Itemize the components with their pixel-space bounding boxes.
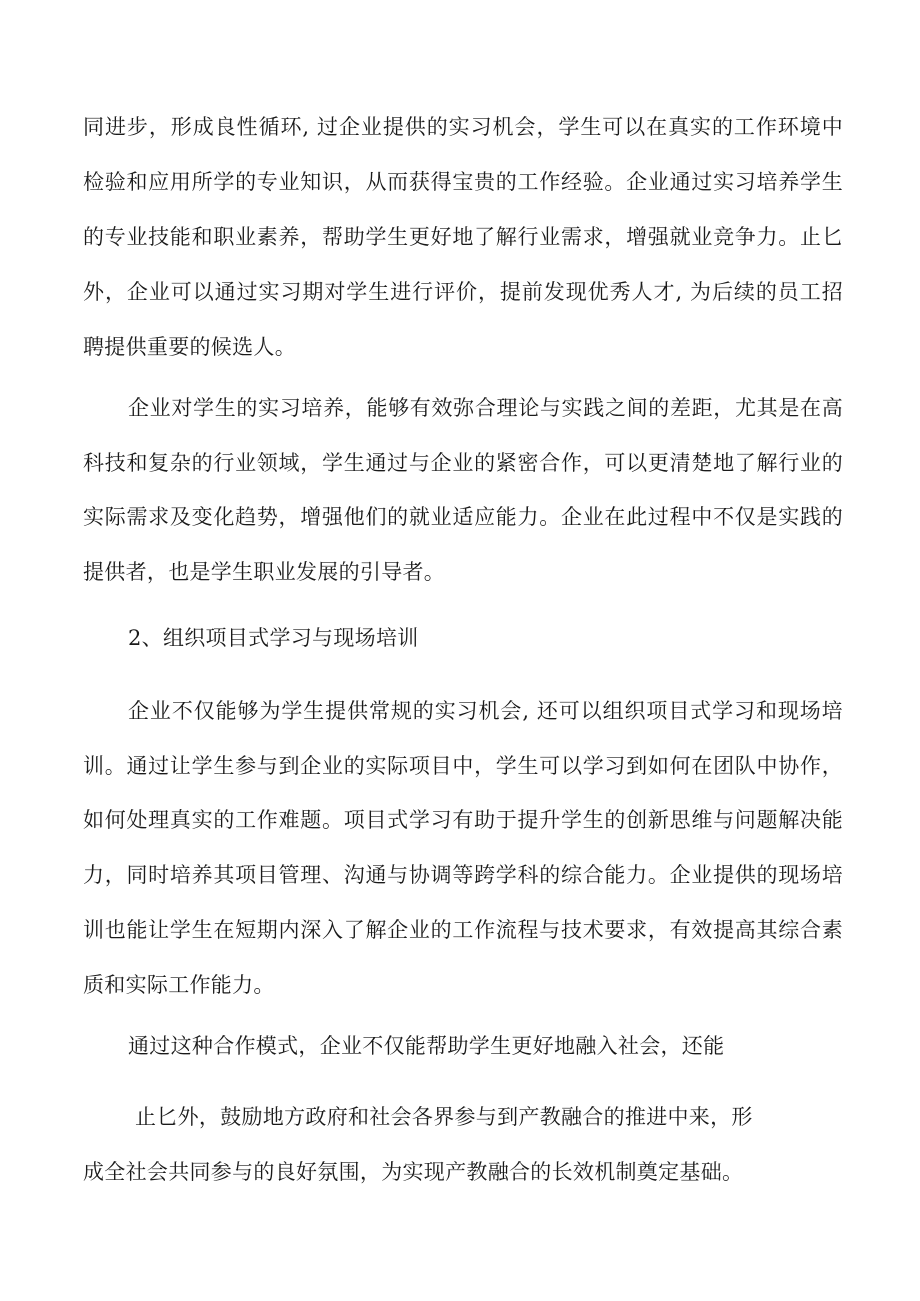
paragraph-5-line-1: 止匕外，鼓励地方政府和社会各界参与到产教融合的推进中来，形 [135, 1105, 753, 1129]
paragraph-1-line-3: 的专业技能和职业素养，帮助学生更好地了解行业需求，增强就业竞争力。止匕 [83, 225, 843, 249]
paragraph-2-line-2: 科技和复杂的行业领域，学生通过与企业的紧密合作，可以更清楚地了解行业的 [83, 451, 843, 475]
paragraph-2-line-3: 实际需求及变化趋势，增强他们的就业适应能力。企业在此过程中不仅是实践的 [83, 505, 843, 529]
paragraph-1-line-5: 聘提供重要的候选人。 [83, 335, 296, 359]
section-heading: 2、组织项目式学习与现场培训 [128, 626, 419, 650]
paragraph-3-line-6: 质和实际工作能力。 [83, 973, 275, 997]
paragraph-2-line-4: 提供者，也是学生职业发展的引导者。 [83, 560, 446, 584]
paragraph-3-line-4: 力，同时培养其项目管理、沟通与协调等跨学科的综合能力。企业提供的现场培 [83, 863, 843, 887]
paragraph-1-line-1: 同进步，形成良性循环, 过企业提供的实习机会，学生可以在真实的工作环境中 [83, 115, 843, 139]
paragraph-3-line-1: 企业不仅能够为学生提供常规的实习机会, 还可以组织项目式学习和现场培 [128, 699, 843, 723]
paragraph-3-line-2: 训。通过让学生参与到企业的实际项目中，学生可以学习到如何在团队中协作， [83, 754, 843, 778]
paragraph-2-line-1: 企业对学生的实习培养，能够有效弥合理论与实践之间的差距，尤其是在高 [128, 396, 843, 420]
paragraph-1-line-2: 检验和应用所学的专业知识，从而获得宝贵的工作经验。企业通过实习培养学生 [83, 170, 843, 194]
paragraph-5-line-2: 成全社会共同参与的良好氛围，为实现产教融合的长效机制奠定基础。 [83, 1160, 744, 1184]
paragraph-3-line-5: 训也能让学生在短期内深入了解企业的工作流程与技术要求，有效提高其综合素 [83, 918, 843, 942]
paragraph-3-line-3: 如何处理真实的工作难题。项目式学习有助于提升学生的创新思维与问题解决能 [83, 808, 843, 832]
paragraph-1-line-4: 外，企业可以通过实习期对学生进行评价，提前发现优秀人才, 为后续的员工招 [83, 280, 843, 304]
paragraph-4-line-1: 通过这种合作模式，企业不仅能帮助学生更好地融入社会，还能 [128, 1034, 725, 1058]
